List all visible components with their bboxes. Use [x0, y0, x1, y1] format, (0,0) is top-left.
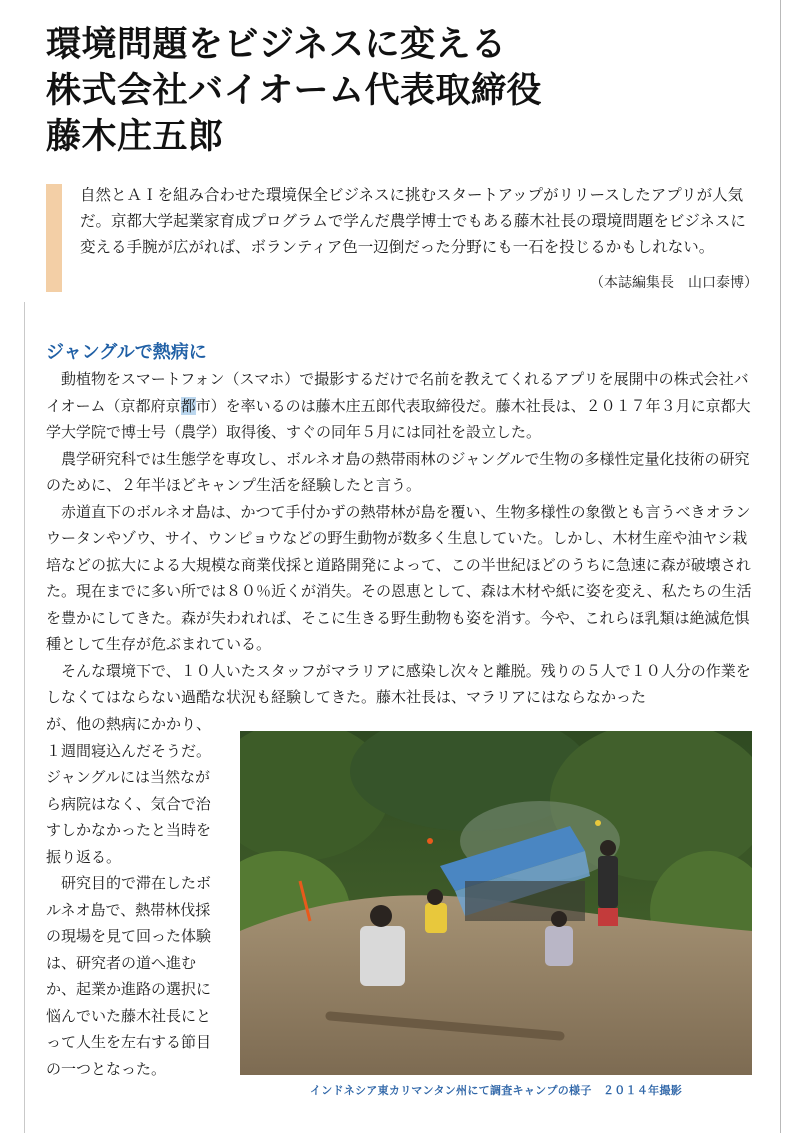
page-border-right	[780, 0, 781, 1133]
body-paragraph-3: 赤道直下のボルネオ島は、かつて手付かずの熱帯林が島を覆い、生物多様性の象徴とも言うべきオランウータンやゾウ、サイ、ウンピョウなどの野生動物が数多く生息していた。しかし、木材生産や油ヤシ栽培などの拡大による大規模な商業伐採と道路開発によって、この半世紀ほどのうちに急速に森が破壊された。現在までに多い所では８０％近くが消失。その恩恵として、森は木材や紙に姿を変え、私たちの生活を豊かにしてきた。森が失われれば、そこに生きる野生動物も姿を消す。今や、これらほ乳類は絶滅危惧種として生存が危ぶまれている。	[46, 502, 752, 653]
article-body	[46, 366, 754, 711]
article-title	[46, 22, 766, 160]
title-line-3: 藤木庄五郎	[46, 117, 224, 157]
paragraph-1-part-a: 動植物をスマートフォン（スマホ）で撮影するだけで名前を教えてくれるアプリを展開中の株式会社バイオーム（京都府京	[46, 370, 749, 415]
text-highlight: 都	[180, 396, 196, 415]
title-line-1: 環境問題をビジネスに変える	[46, 25, 507, 65]
body-paragraph-1	[46, 366, 754, 446]
side-paragraph-5: 研究目的で滞在したボルネオ島で、熱帯林伐採の現場を見て回った体験は、研究者の道へ進むか、起業か進路の選択に悩んでいた藤木社長にとって人生を左右する節目の一つとなった。	[46, 874, 212, 1078]
paragraph-1-part-b: 市）を率いるのは藤木庄五郎代表取締役だ。藤木社長は、２０１７年３月に京都大学大学院で博士号（農学）取得後、すぐの同年５月には同社を設立した。	[46, 396, 751, 441]
lead-paragraph: 自然とＡＩを組み合わせた環境保全ビジネスに挑むスタートアップがリリースしたアプリが人気だ。京都大学起業家育成プログラムで学んだ農学博士でもある藤木社長の環境問題をビジネスに変える手腕が広がれば、ボランティア色一辺倒だった分野にも一石を投じるかもしれない。	[80, 186, 746, 256]
photo-caption: インドネシア東カリマンタン州にて調査キャンプの様子 ２０１４年撮影	[309, 1084, 683, 1097]
column-rule-left	[24, 302, 25, 1133]
lead-accent-bar	[46, 184, 62, 292]
camp-photo-illustration	[240, 731, 752, 1075]
title-line-2: 株式会社バイオーム代表取締役	[46, 71, 542, 111]
section-heading: ジャングルで熱病に	[46, 342, 207, 363]
side-paragraph-continued: が、他の熱病にかかり、１週間寝込んだそうだ。ジャングルには当然ながら病院はなく、気合で治すしかなかったと当時を振り返る。	[46, 715, 212, 866]
body-paragraph-4: そんな環境下で、１０人いたスタッフがマラリアに感染し次々と離脱。残りの５人で１０人分の作業をしなくてはならない過酷な状況も経験してきた。藤木社長は、マラリアにはならなかった	[46, 661, 751, 706]
lead-credit: （本誌編集長 山口泰博）	[590, 275, 758, 291]
side-column	[46, 711, 222, 1082]
body-paragraph-2: 農学研究科では生態学を専攻し、ボルネオ島の熱帯雨林のジャングルで生物の多様性定量化技術の研究のために、２年半ほどキャンプ生活を経験したと言う。	[46, 449, 750, 494]
camp-photo	[240, 731, 752, 1075]
